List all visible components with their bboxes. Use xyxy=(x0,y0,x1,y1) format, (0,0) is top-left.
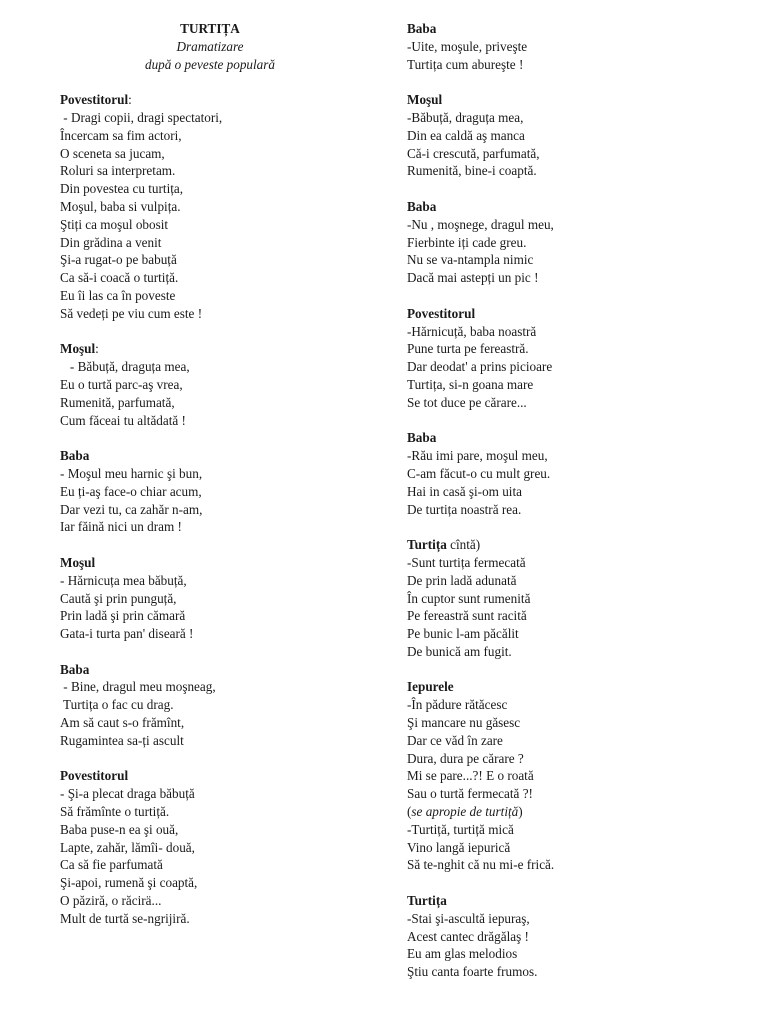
verse-line: - Hărnicuța mea băbuță, xyxy=(60,572,187,588)
right-column xyxy=(407,20,747,981)
verse-line: C-am făcut-o cu mult greu. xyxy=(407,465,551,481)
speaker-line xyxy=(407,91,747,109)
verse-line: O sceneta sa jucam, xyxy=(60,145,165,161)
stanza xyxy=(407,892,747,981)
verse-line: Mi se pare...?! E o roată xyxy=(407,768,534,784)
verse-line: - Moşul meu harnic şi bun, xyxy=(60,465,203,481)
verse-line: -Stai şi-ascultă iepuraş, xyxy=(407,910,530,926)
verse-line: Şi-apoi, rumenă şi coaptă, xyxy=(60,875,198,891)
left-column xyxy=(60,20,380,928)
verse-line: Rugamintea sa-ți ascult xyxy=(60,732,184,748)
speaker-line xyxy=(60,340,380,358)
verse-line: -Uite, moşule, priveşte xyxy=(407,38,528,54)
verse-line: -Nu , moşnege, dragul meu, xyxy=(407,216,554,232)
verse-line: Şi-a rugat-o pe babuță xyxy=(60,252,177,268)
verse-line: De prin ladă adunată xyxy=(407,572,517,588)
stanza xyxy=(60,767,380,927)
verse-line: Dar deodat' a prins picioare xyxy=(407,359,553,375)
verse-line: - Dragi copii, dragi spectatori, xyxy=(60,109,223,125)
verse-line: Eu am glas melodios xyxy=(407,946,518,962)
verse-line: Că-i crescută, parfumată, xyxy=(407,145,540,161)
stanza xyxy=(60,340,380,429)
verse-line: Dar ce văd în zare xyxy=(407,732,503,748)
verse-line: Baba puse-n ea şi ouă, xyxy=(60,821,179,837)
stanza xyxy=(60,447,380,536)
stanza xyxy=(407,305,747,412)
speaker-name: Moşul xyxy=(60,341,96,357)
verse-line: -Băbuță, draguța mea, xyxy=(407,109,524,125)
verse-line: Ca să-i coacă o turtiță. xyxy=(60,270,179,286)
verse-line: De bunică am fugit. xyxy=(407,643,512,659)
verse-line: Turtița cum abureşte ! xyxy=(407,56,524,72)
verse-line: Se tot duce pe cărare... xyxy=(407,394,527,410)
verse-line: Roluri sa interpretam. xyxy=(60,163,176,179)
verse-line: Eu o turtă parc-aş vrea, xyxy=(60,376,183,392)
stanza xyxy=(407,91,747,180)
verse-line: -În pădure rătăcesc xyxy=(407,697,508,713)
stanza xyxy=(60,91,380,322)
stanza xyxy=(407,20,747,73)
verse-line: Să te-nghit că nu mi-e frică. xyxy=(407,857,555,873)
speaker-line xyxy=(60,661,380,679)
verse-line: Mult de turtă se-ngrijiră. xyxy=(60,910,190,926)
speaker-name: Turtița xyxy=(407,537,447,553)
verse-line: O păziră, o răcirä... xyxy=(60,893,162,909)
speaker-name: Iepurele xyxy=(407,679,454,695)
verse-line: Hai in casă şi-om uita xyxy=(407,483,522,499)
verse-line: Nu se va-ntampla nimic xyxy=(407,252,534,268)
verse-line: Să vedeți pe viu cum este ! xyxy=(60,305,203,321)
verse-line: Ştiu canta foarte frumos. xyxy=(407,964,538,980)
verse-line: De turtița noastră rea. xyxy=(407,501,522,517)
verse-line: Din ea caldă aş manca xyxy=(407,127,525,143)
verse-line: -Rău imi pare, moşul meu, xyxy=(407,448,548,464)
stage-direction-open: ( xyxy=(407,804,412,820)
verse-line: Şi mancare nu găsesc xyxy=(407,715,521,731)
document-title: TURTIȚA xyxy=(180,21,240,36)
speaker-line xyxy=(60,554,380,572)
verse-line: Prin ladă şi prin cămară xyxy=(60,608,186,624)
verse-line: Eu îi las ca în poveste xyxy=(60,287,176,303)
verse-line: Lapte, zahăr, lămîi- două, xyxy=(60,839,195,855)
speaker-line xyxy=(407,305,747,323)
stanza xyxy=(60,661,380,750)
verse-line: Caută şi prin punguță, xyxy=(60,590,177,606)
verse-line: -Hărnicuță, baba noastră xyxy=(407,323,537,339)
stanza xyxy=(407,198,747,287)
stage-direction-text: se apropie de turtiță xyxy=(411,804,519,820)
verse-line: Rumenită, bine-i coaptă. xyxy=(407,163,537,179)
stage-direction xyxy=(407,803,747,821)
speaker-line xyxy=(407,20,747,38)
stanza xyxy=(60,554,380,643)
verse-line: Dura, dura pe cărare ? xyxy=(407,750,524,766)
verse-line: Moşul, baba si vulpița. xyxy=(60,198,181,214)
verse-line: Fierbinte iți cade greu. xyxy=(407,234,527,250)
verse-line: În cuptor sunt rumenită xyxy=(407,590,531,606)
verse-line: Iar făină nici un dram ! xyxy=(60,519,182,535)
speaker-line xyxy=(407,198,747,216)
speaker-note: : xyxy=(128,92,132,108)
verse-line: - Bine, dragul meu moşneag, xyxy=(60,679,216,695)
verse-line: Ştiți ca moşul obosit xyxy=(60,216,169,232)
verse-line: Sau o turtă fermecată ?! xyxy=(407,786,533,802)
verse-line: Din povestea cu turtița, xyxy=(60,181,184,197)
verse-line: Să frămînte o turtiță. xyxy=(60,804,170,820)
speaker-name: Moşul xyxy=(407,92,443,108)
document-subtitle-source: după o peveste populară xyxy=(144,56,276,72)
verse-line: Eu ți-aş face-o chiar acum, xyxy=(60,483,202,499)
stanza xyxy=(407,536,747,661)
verse-line: -Turtiță, turtiță mică xyxy=(407,821,514,837)
verse-line: Încercam sa fim actori, xyxy=(60,127,182,143)
verse-line: Din grădina a venit xyxy=(60,234,162,250)
speaker-name: Baba xyxy=(407,198,437,214)
verse-line: Dar vezi tu, ca zahăr n-am, xyxy=(60,501,203,517)
verse-line: Gata-i turta pan' diseară ! xyxy=(60,626,194,642)
verse-line: Ca să fie parfumată xyxy=(60,857,163,873)
verse-line: Vino langă iepurică xyxy=(407,839,511,855)
speaker-name: Moşul xyxy=(60,554,96,570)
speaker-note: : xyxy=(95,341,99,357)
speaker-line xyxy=(407,892,747,910)
speaker-name: Baba xyxy=(60,661,90,677)
speaker-line xyxy=(60,447,380,465)
stage-direction-close: ) xyxy=(518,804,523,820)
speaker-name: Baba xyxy=(407,21,437,36)
speaker-line xyxy=(60,767,380,785)
verse-line: Rumenită, parfumată, xyxy=(60,394,175,410)
speaker-line xyxy=(60,91,380,109)
speaker-name: Baba xyxy=(407,430,437,446)
speaker-name: Povestitorul xyxy=(60,92,129,108)
verse-line: Turtița, si-n goana mare xyxy=(407,376,534,392)
verse-line: Pe fereastră sunt racită xyxy=(407,608,527,624)
verse-line: Cum făceai tu altădată ! xyxy=(60,412,186,428)
verse-line: -Sunt turtița fermecată xyxy=(407,554,526,570)
speaker-line xyxy=(407,536,747,554)
stanza xyxy=(407,429,747,518)
verse-line: - Băbuță, draguța mea, xyxy=(60,359,190,375)
verse-line: Dacă mai astepți un pic ! xyxy=(407,270,539,286)
verse-line: Pe bunic l-am păcălit xyxy=(407,626,519,642)
verse-line: Turtița o fac cu drag. xyxy=(60,697,174,713)
speaker-note: cîntă) xyxy=(446,537,481,553)
speaker-line xyxy=(407,429,747,447)
speaker-name: Povestitorul xyxy=(407,305,476,321)
document-subtitle: Dramatizare xyxy=(176,38,244,54)
stanza xyxy=(407,678,747,874)
speaker-name: Baba xyxy=(60,448,90,464)
speaker-name: Povestitorul xyxy=(60,768,129,784)
speaker-line xyxy=(407,678,747,696)
title-block xyxy=(60,20,360,73)
verse-line: Pune turta pe fereastră. xyxy=(407,341,529,357)
verse-line: Acest cantec drăgălaş ! xyxy=(407,928,529,944)
verse-line: Am să caut s-o frămînt, xyxy=(60,715,185,731)
speaker-name: Turtița xyxy=(407,893,447,909)
verse-line: - Şi-a plecat draga băbuță xyxy=(60,786,195,802)
